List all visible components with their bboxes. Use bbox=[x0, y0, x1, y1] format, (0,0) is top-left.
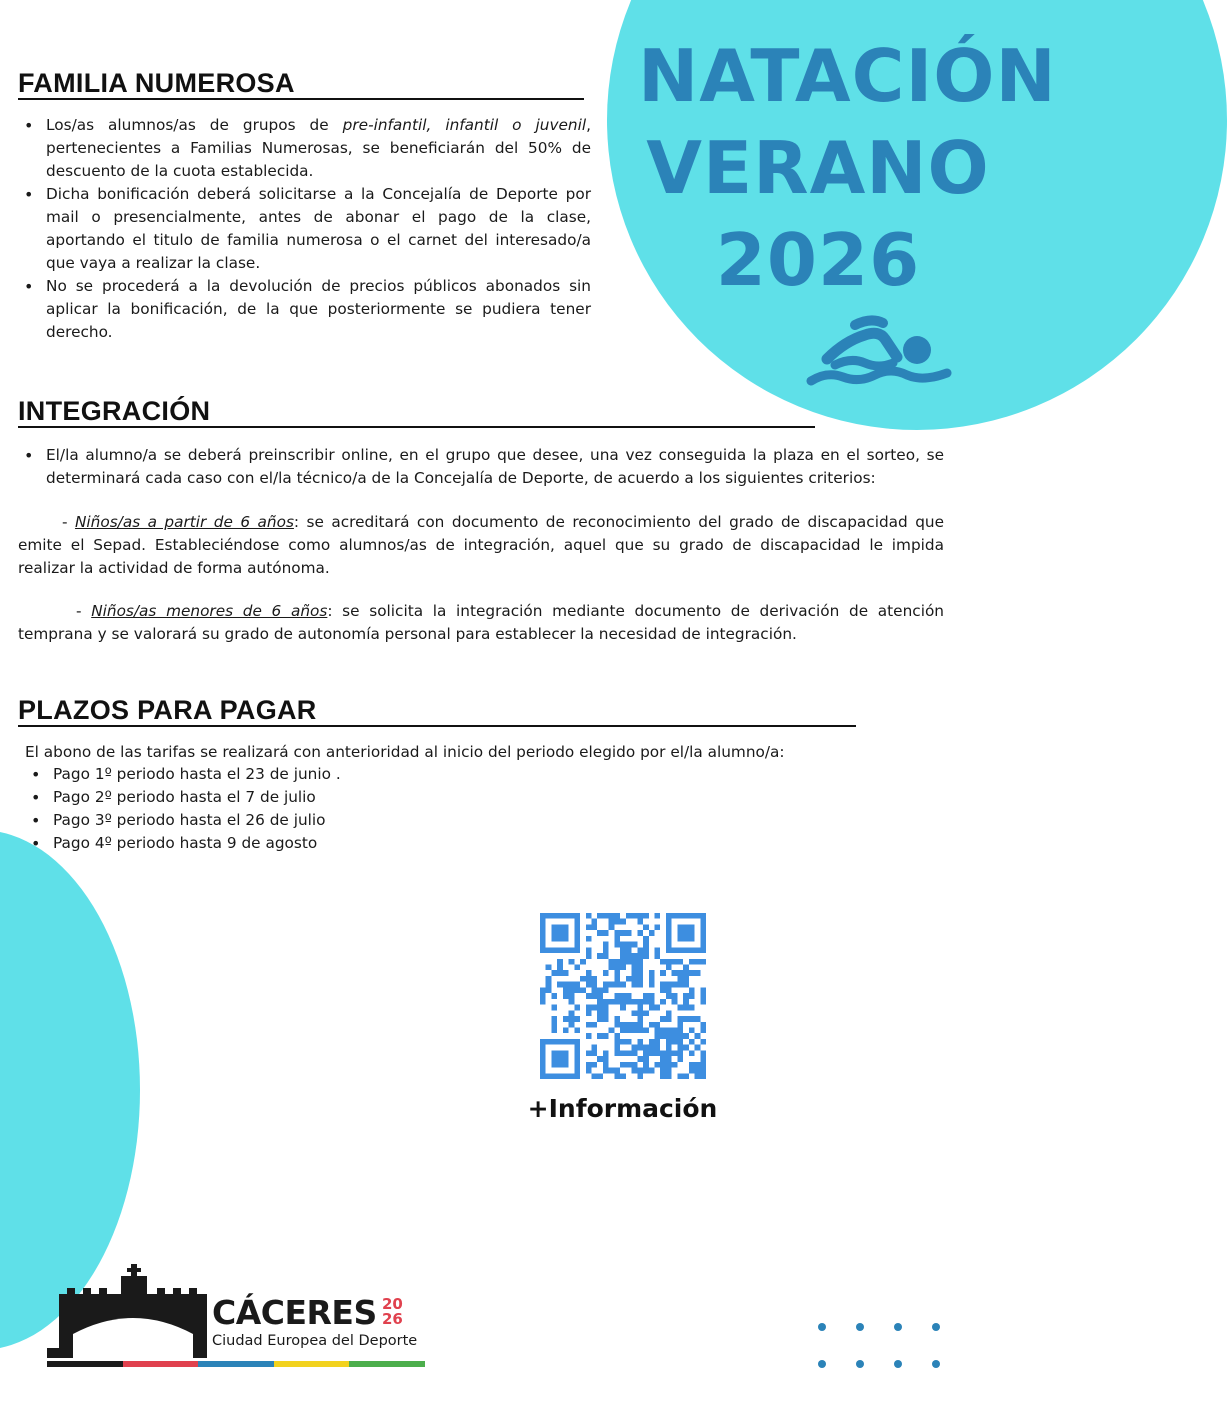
caceres-arch-logo bbox=[45, 1262, 210, 1362]
integracion-criterion-2: - Niños/as menores de 6 años: se solicita la integración mediante documento de derivación de atención temprana y se valorará su grado de autonomía personal para establecer la necesidad de integración. bbox=[18, 602, 944, 643]
more-info-label[interactable]: +Información bbox=[527, 1094, 718, 1123]
integracion-list bbox=[18, 444, 944, 490]
qr-code[interactable] bbox=[540, 913, 706, 1079]
integracion-criterion-1: - Niños/as a partir de 6 años: se acreditará con documento de reconocimiento del grado de discapacidad que emite el Sepad. Estableciéndose como alumnos/as de integración, aquel que su grado de discapacidad le impida realizar la actividad de forma autónoma. bbox=[18, 513, 945, 577]
list-item: • Pago 2º periodo hasta el 7 de julio bbox=[53, 786, 625, 809]
plazos-list bbox=[25, 763, 625, 855]
criterion-label: Niños/as menores de 6 años bbox=[91, 602, 328, 620]
logo-color-bar bbox=[47, 1361, 425, 1367]
plazos-intro: El abono de las tarifas se realizará con anterioridad al inicio del periodo elegido por el/la alumno/a: bbox=[25, 743, 785, 761]
familia-numerosa-list bbox=[18, 114, 591, 344]
title-line-2: VERANO bbox=[646, 126, 990, 210]
list-item: • Los/as alumnos/as de grupos de pre-infantil, infantil o juvenil, pertenecientes a Familias Numerosas, se beneficiarán del 50% de descuento de la cuota establecida. bbox=[46, 114, 591, 183]
list-item: • Pago 1º periodo hasta el 23 de junio . bbox=[53, 763, 625, 786]
section-heading-integracion: INTEGRACIÓN bbox=[18, 396, 815, 428]
list-item: • El/la alumno/a se deberá preinscribir online, en el grupo que desee, una vez conseguida la plaza en el sorteo, se determinará cada caso con el/la técnico/a de la Concejalía de Deporte, de acuerdo a los siguientes criterios: bbox=[46, 444, 944, 490]
list-item: • Pago 4º periodo hasta 9 de agosto bbox=[53, 832, 625, 855]
title-line-3: 2026 bbox=[715, 218, 921, 302]
criterion-label: Niños/as a partir de 6 años bbox=[74, 513, 294, 531]
logo-year: 20 26 bbox=[382, 1295, 403, 1328]
section-heading-familia-numerosa: FAMILIA NUMEROSA bbox=[18, 68, 584, 100]
swimmer-icon bbox=[805, 315, 955, 390]
list-item: • Dicha bonificación deberá solicitarse a la Concejalía de Deporte por mail o presencialmente, antes de abonar el pago de la clase, aportando el titulo de familia numerosa o el carnet del interesado/a que vaya a realizar la clase. bbox=[46, 183, 591, 275]
title-line-1: NATACIÓN bbox=[638, 34, 1057, 118]
logo-name: CÁCERES bbox=[212, 1293, 377, 1332]
list-item: • Pago 3º periodo hasta el 26 de julio bbox=[53, 809, 625, 832]
decorative-dots bbox=[812, 1318, 952, 1378]
logo-subtitle: Ciudad Europea del Deporte bbox=[212, 1333, 418, 1349]
section-heading-plazos: PLAZOS PARA PAGAR bbox=[18, 695, 856, 727]
list-item: • No se procederá a la devolución de precios públicos abonados sin aplicar la bonificación, de la que posteriormente se pudiera tener derecho. bbox=[46, 275, 591, 344]
